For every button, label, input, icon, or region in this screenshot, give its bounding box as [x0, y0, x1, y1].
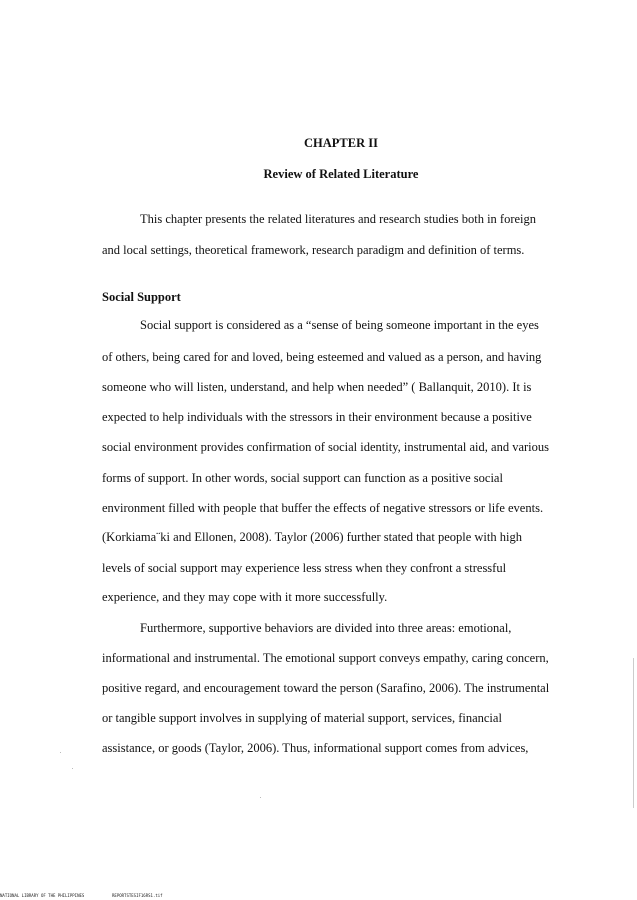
footer-library-stamp: NATIONAL LIBRARY OF THE PHILIPPINES	[0, 893, 85, 898]
scan-edge-mark	[633, 658, 634, 808]
chapter-subtitle: Review of Related Literature	[263, 167, 419, 181]
paragraph-line: of others, being cared for and loved, being esteemed and valued as a person, and having	[102, 350, 542, 364]
paragraph-line: (Korkiama¨ki and Ellonen, 2008). Taylor (2006) further stated that people with high	[102, 530, 522, 544]
intro-line: and local settings, theoretical framework, research paradigm and definition of terms.	[102, 243, 525, 257]
scan-speck	[72, 768, 73, 769]
paragraph-line: environment filled with people that buffer the effects of negative stressors or life events.	[102, 501, 544, 515]
paragraph-line: Furthermore, supportive behaviors are divided into three areas: emotional,	[140, 621, 512, 635]
paragraph-line: Social support is considered as a “sense of being someone important in the eyes	[140, 318, 539, 332]
paragraph-line: social environment provides confirmation of social identity, instrumental aid, and various	[102, 440, 549, 454]
scan-speck	[60, 752, 61, 753]
paragraph-line: experience, and they may cope with it more successfully.	[102, 590, 388, 604]
intro-line: This chapter presents the related literatures and research studies both in foreign	[140, 212, 537, 226]
section-heading: Social Support	[102, 290, 181, 304]
paragraph-line: or tangible support involves in supplying of material support, services, financial	[102, 711, 502, 725]
paragraph-line: levels of social support may experience less stress when they confront a stressful	[102, 561, 507, 575]
paragraph-line: informational and instrumental. The emotional support conveys empathy, caring concern,	[102, 651, 549, 665]
paragraph-line: positive regard, and encouragement toward the person (Sarafino, 2006). The instrumental	[102, 681, 550, 695]
footer-file-id: REPORTSTESIF16RS1.tif	[112, 893, 163, 898]
paragraph-line: expected to help individuals with the stressors in their environment because a positive	[102, 410, 532, 424]
paragraph-line: someone who will listen, understand, and help when needed” ( Ballanquit, 2010). It is	[102, 380, 532, 394]
paragraph-line: forms of support. In other words, social support can function as a positive social	[102, 471, 503, 485]
chapter-title: CHAPTER II	[304, 136, 378, 150]
paragraph-line: assistance, or goods (Taylor, 2006). Thus, informational support comes from advices,	[102, 741, 529, 755]
scan-speck	[260, 797, 261, 798]
